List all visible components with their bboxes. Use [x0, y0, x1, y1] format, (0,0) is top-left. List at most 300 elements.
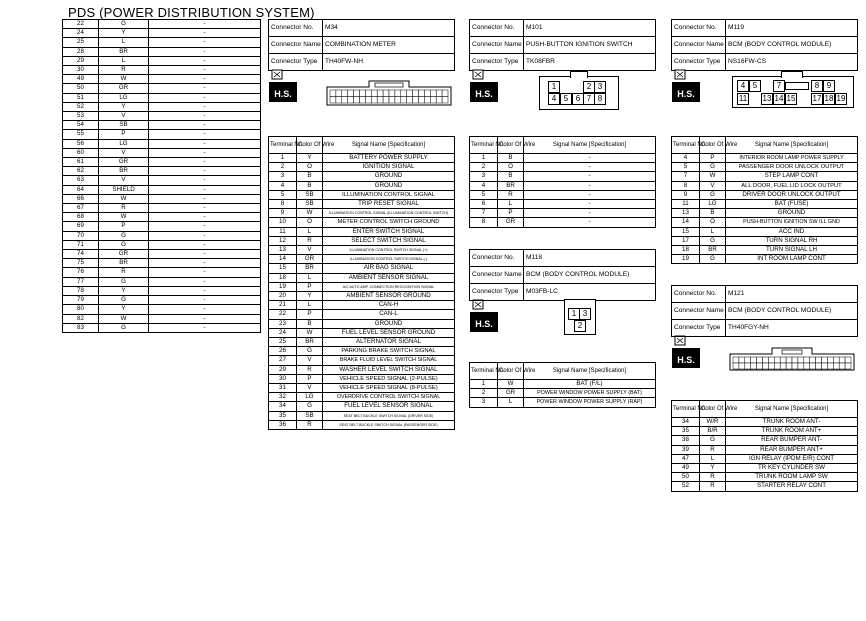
signal-cell: TURN SIGNAL RH [726, 236, 858, 245]
connector-pin [430, 90, 436, 97]
terminal-cell: 55 [63, 130, 99, 139]
connector-pin [827, 357, 833, 363]
signal-cell: GROUND [323, 319, 455, 328]
connector-pin [371, 97, 377, 104]
connector-pin [383, 97, 389, 104]
connector-pin [442, 90, 448, 97]
signal-cell: - [149, 277, 261, 286]
table-row [269, 190, 455, 199]
terminal-cell: 66 [63, 194, 99, 203]
connector-pin [786, 363, 792, 369]
wire-color-cell: BR [99, 259, 149, 268]
table-row [672, 246, 858, 255]
m118-terminal-table: Terminal No. Color Of Wire Signal Name [Specification] 1 W BAT (F/L) 2 GR POWER WINDOW POWER SUPPLY (BAT) 3 L POWER WINDOW POWER SUPPLY (RAP) [469, 362, 656, 408]
terminal-cell: 67 [63, 204, 99, 213]
table-row [269, 384, 455, 393]
terminal-cell: 6 [470, 200, 498, 209]
table-row [63, 66, 261, 75]
terminal-cell: 52 [63, 102, 99, 111]
wire-color-cell: R [700, 473, 726, 482]
table-row [63, 38, 261, 47]
terminal-cell: 56 [63, 139, 99, 148]
wire-color-cell: V [99, 112, 149, 121]
terminal-cell: 69 [63, 222, 99, 231]
table-row [269, 154, 455, 163]
terminal-cell: 3 [269, 172, 297, 181]
table-row [269, 374, 455, 383]
connector-pin [419, 90, 425, 97]
wire-color-cell: L [297, 301, 323, 310]
signal-cell: - [524, 200, 656, 209]
connector-pin [745, 357, 751, 363]
table-row [63, 121, 261, 130]
terminal-cell: 24 [63, 29, 99, 38]
terminal-cell: 76 [63, 268, 99, 277]
wire-color-cell: R [297, 365, 323, 374]
table-row [63, 130, 261, 139]
terminal-cell: 68 [63, 213, 99, 222]
signal-cell: - [149, 38, 261, 47]
signal-cell: ILLUMINATION CONTROL SWITCH SIGNAL (-) [323, 255, 455, 264]
wire-color-cell: L [99, 38, 149, 47]
table-row [63, 112, 261, 121]
m34-header: Connector No. M34 Connector Name COMBINATION METER Connector Type TH40FW-NH [268, 19, 455, 71]
wire-color-cell: P [297, 310, 323, 319]
wire-color-cell: R [99, 268, 149, 277]
wire-color-cell: SB [297, 411, 323, 420]
wire-color-cell: G [700, 436, 726, 445]
terminal-cell: 24 [269, 328, 297, 337]
connector-pin [413, 90, 419, 97]
connector-pin [371, 90, 377, 97]
connector-pin [401, 97, 407, 104]
signal-cell: TRUNK ROOM ANT- [726, 418, 858, 427]
table-row [470, 209, 656, 218]
table-row [269, 236, 455, 245]
table-row [63, 268, 261, 277]
signal-cell: BAT (F/L) [524, 380, 656, 389]
wire-color-cell: GR [99, 250, 149, 259]
wire-color-cell: L [700, 227, 726, 236]
table-row [470, 181, 656, 190]
signal-cell: BRAKE FLUID LEVEL SWITCH SIGNAL [323, 356, 455, 365]
connector-pin [401, 90, 407, 97]
terminal-cell: 50 [63, 84, 99, 93]
table-row [63, 185, 261, 194]
m119-header: Connector No. M119 Connector Name BCM (BODY CONTROL MODULE) Connector Type NS16FW-CS [671, 19, 858, 71]
connector-pin [383, 90, 389, 97]
wire-color-cell: G [297, 402, 323, 411]
connector-pin [792, 363, 798, 369]
connector-pin [424, 97, 430, 104]
terminal-cell: 26 [269, 347, 297, 356]
signal-cell: GROUND [323, 172, 455, 181]
terminal-cell: 9 [269, 209, 297, 218]
table-row [269, 200, 455, 209]
table-row [63, 93, 261, 102]
table-row [672, 255, 858, 264]
svg-text:H.S.: H.S. [274, 89, 292, 99]
signal-cell: INTERIOR ROOM LAMP POWER SUPPLY [726, 154, 858, 163]
table-row [672, 482, 858, 491]
wire-color-cell: O [498, 163, 524, 172]
wire-color-cell: W [297, 209, 323, 218]
connector-pin [839, 357, 845, 363]
wire-color-cell: W/R [700, 418, 726, 427]
wire-color-cell: P [498, 209, 524, 218]
table-row [269, 393, 455, 402]
table-row [269, 163, 455, 172]
connector-pin [827, 363, 833, 369]
connector-pin [763, 357, 769, 363]
harness-side-icon [269, 68, 297, 102]
terminal-cell: 60 [63, 148, 99, 157]
terminal-cell: 32 [269, 393, 297, 402]
page-title: PDS (POWER DISTRIBUTION SYSTEM) [68, 5, 315, 20]
connector-pin [342, 97, 348, 104]
table-row [470, 154, 656, 163]
connector-pin [442, 97, 448, 104]
terminal-cell: 22 [63, 20, 99, 29]
signal-cell: - [149, 286, 261, 295]
table-row [63, 259, 261, 268]
wire-color-cell: R [297, 236, 323, 245]
table-row [269, 227, 455, 236]
connector-pin [360, 90, 366, 97]
signal-cell: - [149, 20, 261, 29]
connector-pin [377, 97, 383, 104]
wire-color-cell: B [297, 172, 323, 181]
connector-pin [839, 363, 845, 369]
table-row [672, 218, 858, 227]
table-row [63, 158, 261, 167]
terminal-cell: 18 [269, 273, 297, 282]
harness-side-icon [470, 298, 498, 332]
table-row [470, 200, 656, 209]
terminal-cell: 1 [269, 154, 297, 163]
wire-color-cell: B/R [700, 427, 726, 436]
terminal-cell: 11 [269, 227, 297, 236]
terminal-cell: 2 [470, 389, 498, 398]
wire-color-cell: R [498, 190, 524, 199]
table-row [63, 75, 261, 84]
table-row [63, 148, 261, 157]
signal-cell: IGN RELAY (IPDM E/R) CONT [726, 454, 858, 463]
table-row [63, 29, 261, 38]
signal-cell: ALTERNATOR SIGNAL [323, 338, 455, 347]
connector-pin [360, 97, 366, 104]
signal-cell: - [149, 84, 261, 93]
wire-color-cell: O [297, 163, 323, 172]
connector-pin [733, 357, 739, 363]
signal-cell: - [149, 29, 261, 38]
svg-text:H.S.: H.S. [475, 89, 493, 99]
table-row [470, 398, 656, 407]
table-row [672, 172, 858, 181]
terminal-cell: 5 [672, 163, 700, 172]
table-row [470, 190, 656, 199]
wire-color-cell: GR [99, 84, 149, 93]
terminal-cell: 63 [63, 176, 99, 185]
connector-pin [413, 97, 419, 104]
terminal-cell: 39 [672, 445, 700, 454]
signal-cell: TURN SIGNAL LH [726, 246, 858, 255]
table-row [63, 314, 261, 323]
connector-pin [407, 90, 413, 97]
wire-color-cell: G [700, 163, 726, 172]
signal-cell: OVERDRIVE CONTROL SWITCH SIGNAL [323, 393, 455, 402]
connector-pin [348, 90, 354, 97]
connector-pin [780, 363, 786, 369]
wire-color-cell: G [99, 20, 149, 29]
connector-pin [365, 97, 371, 104]
signal-cell: BATTERY POWER SUPPLY [323, 154, 455, 163]
wire-color-cell: V [700, 181, 726, 190]
wire-color-cell: R [297, 420, 323, 429]
wire-color-cell: B [297, 319, 323, 328]
connector-pin [810, 357, 816, 363]
signal-cell: FUEL LEVEL SENSOR GROUND [323, 328, 455, 337]
m118-header: Connector No. M118 Connector Name BCM (BODY CONTROL MODULE) Connector Type M03FB-LC [469, 249, 656, 301]
signal-cell: - [149, 130, 261, 139]
table-row [672, 209, 858, 218]
connector-pin [833, 357, 839, 363]
signal-cell: METER CONTROL SWITCH GROUND [323, 218, 455, 227]
connector-pin [768, 363, 774, 369]
table-row [470, 389, 656, 398]
connector-pin [745, 363, 751, 369]
table-row [470, 218, 656, 227]
connector-pin [348, 97, 354, 104]
terminal-cell: 49 [672, 464, 700, 473]
terminal-cell: 78 [63, 286, 99, 295]
wire-color-cell: V [297, 246, 323, 255]
wire-color-cell: L [297, 273, 323, 282]
terminal-cell: 35 [672, 427, 700, 436]
terminal-cell: 13 [672, 209, 700, 218]
connector-pin [816, 363, 822, 369]
svg-text:H.S.: H.S. [475, 319, 493, 329]
table-row [470, 172, 656, 181]
connector-pin [430, 97, 436, 104]
terminal-cell: 82 [63, 314, 99, 323]
m121-header: Connector No. M121 Connector Name BCM (BODY CONTROL MODULE) Connector Type TH40FGY-NH [671, 285, 858, 337]
table-row [672, 163, 858, 172]
connector-pin [330, 97, 336, 104]
terminal-cell: 12 [269, 236, 297, 245]
signal-cell: - [149, 47, 261, 56]
terminal-cell: 51 [63, 93, 99, 102]
m121-terminal-table: Terminal No. Color Of Wire Signal Name [Specification] 34 W/R TRUNK ROOM ANT- 35 B/R TRUNK ROOM ANT+ 38 G REAR BUMPER ANT- 39 R REAR BUMPER ANT+ 47 L IGN RELAY (IPDM E/R) CONT 49 Y TR KEY CYLINDER SW 50 R TRUNK ROOM LAMP SW 52 R STARTER RELAY CONT [671, 400, 858, 492]
signal-cell: ILLUMINATION CONTROL SIGNAL [323, 190, 455, 199]
wire-color-cell: Y [99, 305, 149, 314]
table-row [672, 436, 858, 445]
connector-pin [436, 97, 442, 104]
connector-pin [354, 90, 360, 97]
signal-cell: ILLUMINATION CONTROL SWITCH SIGNAL (+) [323, 246, 455, 255]
table-row [63, 176, 261, 185]
m34-terminal-table: Terminal No. Color Of Wire Signal Name [Specification] 1 Y BATTERY POWER SUPPLY 2 O IGNITION SIGNAL 3 B GROUND 4 B GROUND 5 SB ILLUMINATION CONTROL SIGNAL 8 SB TRIP RESET SIGNAL 9 W ILLUMINATION CONTROL SIGNAL (ILLUMINATION CONTROL SWITCH) 10 O METER CONTROL SWITCH GROUND 11 L ENTER SWITCH SIGNAL 12 R SELECT SWITCH SIGNAL 13 V ILLUMINATION CONTROL SWITCH SIGNAL (+) 14 GR ILLUMINATION CONTROL SWITCH SIGNAL (-) 15 BR AIR BAG SIGNAL 18 L AMBIENT SENSOR SIGNAL 19 P A/C AUTO AMP. CONNECTION RECOGNITION SIGNAL 20 Y AMBIENT SENSOR GROUND 21 L CAN-H 22 P CAN-L 23 B GROUND 24 W FUEL LEVEL SENSOR GROUND 25 BR ALTERNATOR SIGNAL 26 G PARKING BRAKE SWITCH SIGNAL 27 V BRAKE FLUID LEVEL SWITCH SIGNAL 29 R WASHER LEVEL SWITCH SIGNAL 30 P VEHICLE SPEED SIGNAL (2-PULSE) 31 V VEHICLE SPEED SIGNAL (8-PULSE) 32 LG OVERDRIVE CONTROL SWITCH SIGNAL 34 G FUEL LEVEL SENSOR SIGNAL 35 SB SEAT BELT BUCKLE SWITCH SIGNAL (DRIVER SIDE) 36 R SEAT BELT BUCKLE SWITCH SIGNAL (PASSENGER SIDE) [268, 136, 455, 430]
wire-color-cell: LG [297, 393, 323, 402]
wire-color-cell: L [297, 227, 323, 236]
terminal-cell: 7 [470, 209, 498, 218]
wire-color-cell: O [700, 218, 726, 227]
terminal-cell: 77 [63, 277, 99, 286]
table-row [63, 286, 261, 295]
wire-color-cell: V [297, 356, 323, 365]
wire-color-cell: G [99, 231, 149, 240]
wire-color-cell: B [498, 172, 524, 181]
signal-cell: - [149, 176, 261, 185]
signal-cell: DRIVER DOOR UNLOCK OUTPUT [726, 190, 858, 199]
table-row [63, 20, 261, 29]
terminal-cell: 4 [470, 181, 498, 190]
signal-cell: SEAT BELT BUCKLE SWITCH SIGNAL (DRIVER SIDE) [323, 411, 455, 420]
connector-pin [389, 97, 395, 104]
terminal-cell: 50 [672, 473, 700, 482]
terminal-cell: 36 [269, 420, 297, 429]
table-row [269, 319, 455, 328]
terminal-cell: 29 [63, 56, 99, 65]
wire-color-cell: G [99, 240, 149, 249]
signal-cell: FUEL LEVEL SENSOR SIGNAL [323, 402, 455, 411]
table-row [470, 163, 656, 172]
connector-pin [336, 90, 342, 97]
terminal-cell: 4 [672, 154, 700, 163]
signal-cell: - [524, 218, 656, 227]
connector-pin [739, 363, 745, 369]
signal-cell: REAR BUMPER ANT- [726, 436, 858, 445]
terminal-cell: 17 [672, 236, 700, 245]
signal-cell: CAN-H [323, 301, 455, 310]
terminal-cell: 1 [470, 154, 498, 163]
signal-cell: POWER WINDOW POWER SUPPLY (BAT) [524, 389, 656, 398]
signal-cell: VEHICLE SPEED SIGNAL (8-PULSE) [323, 384, 455, 393]
signal-cell: PARKING BRAKE SWITCH SIGNAL [323, 347, 455, 356]
wire-color-cell: P [297, 374, 323, 383]
m34-type: TH40FW-NH [323, 54, 455, 71]
terminal-cell: 8 [269, 200, 297, 209]
connector-pin [810, 363, 816, 369]
wire-color-cell: Y [99, 29, 149, 38]
table-row [672, 200, 858, 209]
signal-cell: INT ROOM LAMP CONT [726, 255, 858, 264]
table-row [269, 402, 455, 411]
table-row [63, 47, 261, 56]
signal-cell: - [524, 154, 656, 163]
table-row [269, 292, 455, 301]
signal-cell: TRIP RESET SIGNAL [323, 200, 455, 209]
table-row [63, 305, 261, 314]
connector-pin [822, 357, 828, 363]
connector-pin [336, 97, 342, 104]
wire-color-cell: SHIELD [99, 185, 149, 194]
signal-cell: AMBIENT SENSOR SIGNAL [323, 273, 455, 282]
table-row [63, 296, 261, 305]
m118-connector-face: 1 3 2 [564, 299, 596, 335]
signal-cell: - [524, 181, 656, 190]
connector-pin [407, 97, 413, 104]
wire-color-cell: BR [700, 246, 726, 255]
signal-cell: - [149, 185, 261, 194]
terminal-cell: 21 [269, 301, 297, 310]
table-row [269, 264, 455, 273]
signal-cell: - [149, 323, 261, 332]
table-row [269, 356, 455, 365]
table-row [63, 56, 261, 65]
m101-header: Connector No. M101 Connector Name PUSH-BUTTON IGNITION SWITCH Connector Type TK08FBR [469, 19, 656, 71]
wire-color-cell: BR [297, 338, 323, 347]
wire-color-cell: SB [99, 121, 149, 130]
svg-text:H.S.: H.S. [677, 355, 695, 365]
connector-pin [377, 90, 383, 97]
wire-color-cell: G [700, 190, 726, 199]
wire-color-cell: GR [99, 158, 149, 167]
table-row [269, 246, 455, 255]
terminal-cell: 29 [269, 365, 297, 374]
table-row [63, 250, 261, 259]
signal-cell: AMBIENT SENSOR GROUND [323, 292, 455, 301]
table-row [63, 204, 261, 213]
table-row [672, 236, 858, 245]
connector-pin [751, 357, 757, 363]
connector-pin [424, 90, 430, 97]
connector-pin [757, 363, 763, 369]
wire-color-cell: GR [498, 389, 524, 398]
terminal-cell: 13 [269, 246, 297, 255]
wire-color-cell: G [297, 347, 323, 356]
table-row [63, 231, 261, 240]
table-row [672, 418, 858, 427]
connector-pin [774, 363, 780, 369]
wire-color-cell: SB [297, 190, 323, 199]
terminal-cell: 1 [470, 380, 498, 389]
connector-pin [804, 363, 810, 369]
harness-side-icon [470, 68, 498, 102]
wire-color-cell: W [99, 213, 149, 222]
terminal-cell: 74 [63, 250, 99, 259]
connector-pin [395, 97, 401, 104]
wire-color-cell: L [700, 454, 726, 463]
wire-color-cell: B [297, 181, 323, 190]
wire-color-cell: L [99, 56, 149, 65]
table-row [63, 102, 261, 111]
signal-cell: POWER WINDOW POWER SUPPLY (RAP) [524, 398, 656, 407]
terminal-cell: 61 [63, 158, 99, 167]
m34-name: COMBINATION METER [323, 37, 455, 54]
terminal-cell: 15 [269, 264, 297, 273]
table-row [63, 194, 261, 203]
table-row [269, 172, 455, 181]
connector-pin [436, 90, 442, 97]
signal-cell: PASSENGER DOOR UNLOCK OUTPUT [726, 163, 858, 172]
terminal-cell: 28 [63, 47, 99, 56]
m101-terminal-table: Terminal No. Color Of Wire Signal Name [Specification] 1 B - 2 O - 3 B - 4 BR - 5 R - 6 L - 7 P - 8 GR - [469, 136, 656, 228]
signal-cell: - [149, 194, 261, 203]
terminal-cell: 49 [63, 75, 99, 84]
connector-pin [354, 97, 360, 104]
signal-cell: ACC IND [726, 227, 858, 236]
terminal-cell: 18 [672, 246, 700, 255]
connector-pin [845, 363, 851, 369]
signal-cell: STARTER RELAY CONT [726, 482, 858, 491]
terminal-cell: 25 [63, 38, 99, 47]
signal-cell: SELECT SWITCH SIGNAL [323, 236, 455, 245]
terminal-cell: 7 [672, 172, 700, 181]
connector-pin [751, 363, 757, 369]
wire-color-cell: W [498, 380, 524, 389]
terminal-cell: 14 [672, 218, 700, 227]
